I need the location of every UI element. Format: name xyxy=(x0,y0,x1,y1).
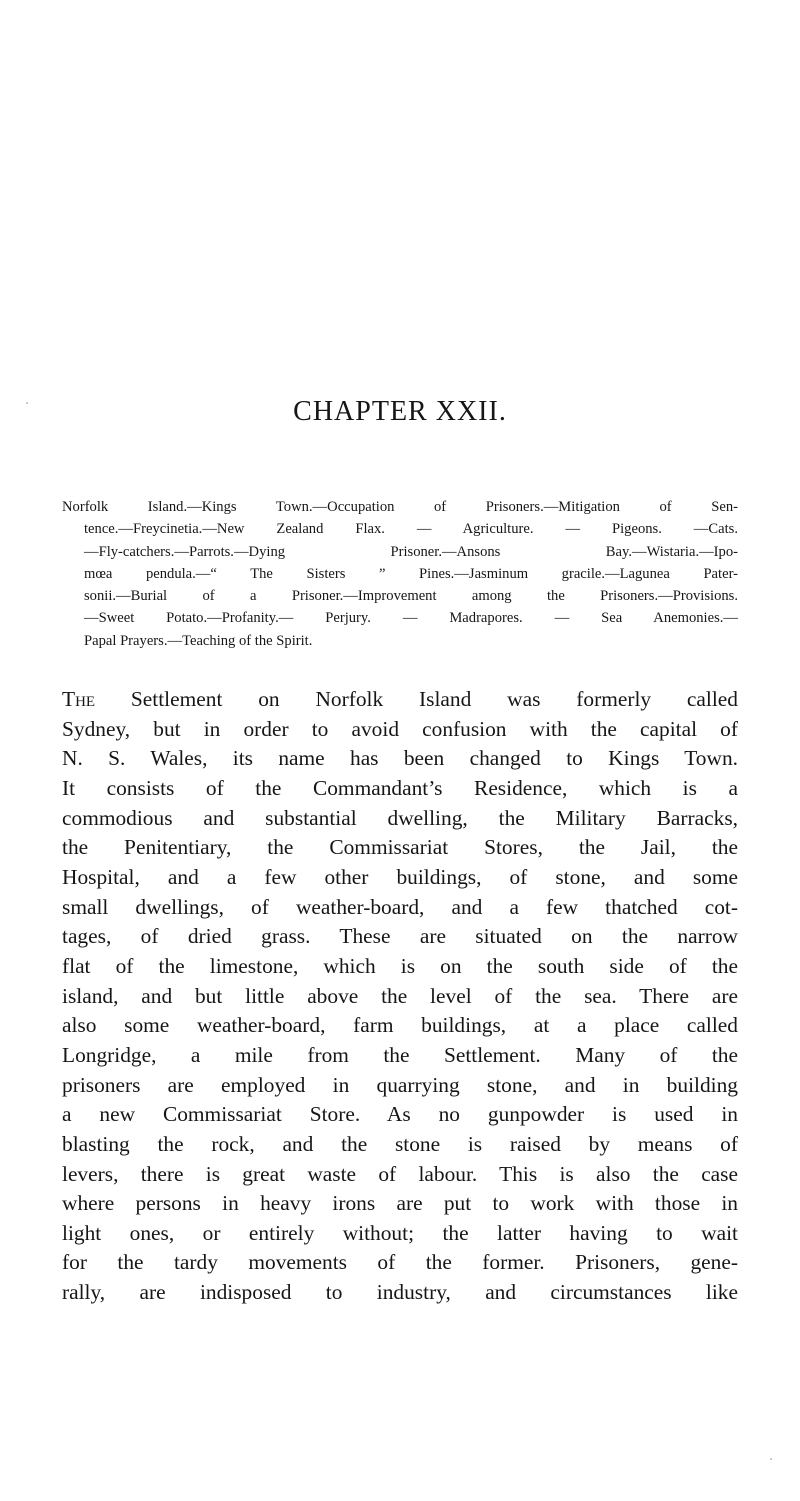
paragraph-line: rally, are indisposed to industry, and circumstances like xyxy=(62,1280,738,1305)
paragraph-line: where persons in heavy irons are put to work with those in xyxy=(62,1191,738,1216)
synopsis-line: tence.—Freycinetia.—New Zealand Flax. — Agriculture. — Pigeons. —Cats. xyxy=(84,521,738,538)
paragraph-line: prisoners are employed in quarrying stone, and in building xyxy=(62,1072,738,1097)
paragraph-line: Hospital, and a few other buildings, of stone, and some xyxy=(62,864,738,889)
paragraph-line: Longridge, a mile from the Settlement. Many of the xyxy=(62,1042,738,1067)
synopsis-line: —Sweet Potato.—Profanity.— Perjury. — Madrapores. — Sea Anemonies.— xyxy=(84,610,738,627)
paragraph-line: light ones, or entirely without; the latter having to wait xyxy=(62,1220,738,1245)
paragraph-line: small dwellings, of weather-board, and a few thatched cot- xyxy=(62,894,738,919)
paragraph-line: the Penitentiary, the Commissariat Stores, the Jail, the xyxy=(62,835,738,860)
paragraph-line: a new Commissariat Store. As no gunpowder is used in xyxy=(62,1102,738,1127)
paper-speck xyxy=(26,402,28,404)
paragraph-line: tages, of dried grass. These are situated on the narrow xyxy=(62,924,738,949)
paragraph-line: Sydney, but in order to avoid confusion with the capital of xyxy=(62,716,738,741)
paragraph-line: commodious and substantial dwelling, the Military Barracks, xyxy=(62,805,738,830)
chapter-heading: CHAPTER XXII. xyxy=(293,396,507,427)
paragraph-line: also some weather-board, farm buildings, at a place called xyxy=(62,1013,738,1038)
paragraph-line: for the tardy movements of the former. Prisoners, gene- xyxy=(62,1250,738,1275)
paragraph-first-line xyxy=(62,685,738,715)
synopsis-line: Papal Prayers.—Teaching of the Spirit. xyxy=(84,632,313,649)
synopsis-line: Norfolk Island.—Kings Town.—Occupation of Prisoners.—Mitigation of Sen- xyxy=(62,499,738,515)
first-line-text: Settlement on Norfolk Island was formerly called xyxy=(95,687,738,711)
chapter-synopsis xyxy=(62,496,738,652)
body-paragraph xyxy=(62,685,738,1308)
synopsis-line: sonii.—Burial of a Prisoner.—Improvement among the Prisoners.—Provisions. xyxy=(84,588,738,605)
paper-speck xyxy=(770,1458,772,1460)
paragraph-line: It consists of the Commandant’s Residence, which is a xyxy=(62,775,738,800)
lead-word: The xyxy=(62,687,96,711)
paragraph-line: N. S. Wales, its name has been changed to Kings Town. xyxy=(62,746,738,771)
synopsis-line: —Fly-catchers.—Parrots.—Dying Prisoner.—Ansons Bay.—Wistaria.—Ipo- xyxy=(84,543,738,560)
paragraph-line: levers, there is great waste of labour. This is also the case xyxy=(62,1161,738,1186)
paragraph-line: flat of the limestone, which is on the south side of the xyxy=(62,953,738,978)
synopsis-line: mœa pendula.—“ The Sisters ” Pines.—Jasminum gracile.—Lagunea Pater- xyxy=(84,565,738,582)
paragraph-line: island, and but little above the level of the sea. There are xyxy=(62,983,738,1008)
paragraph-line: blasting the rock, and the stone is raised by means of xyxy=(62,1131,738,1156)
